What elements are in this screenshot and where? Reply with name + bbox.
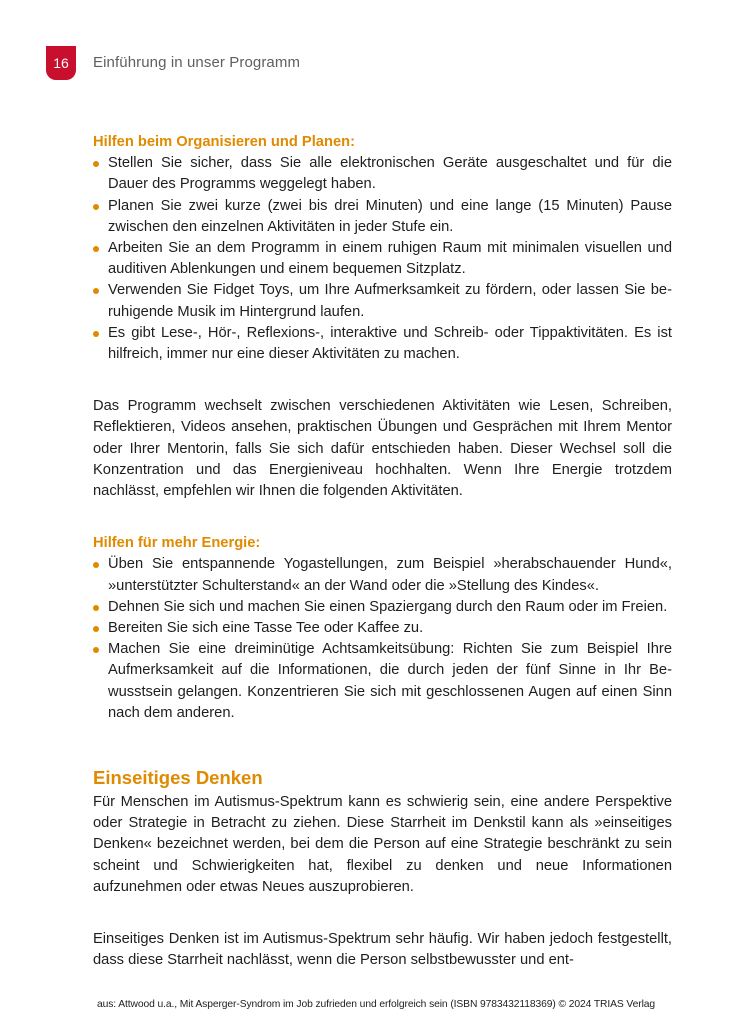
organize-list bbox=[93, 153, 672, 365]
energy-heading: Hilfen für mehr Energie: bbox=[93, 535, 261, 552]
list-item bbox=[93, 196, 672, 238]
list-item bbox=[93, 238, 672, 280]
bullet-dot-icon bbox=[93, 647, 99, 653]
bullet-dot-icon bbox=[93, 605, 99, 611]
bullet-dot-icon bbox=[93, 288, 99, 294]
bullet-dot-icon bbox=[93, 331, 99, 337]
section-paragraph-1: Für Menschen im Autismus-Spektrum kann es schwierig sein, eine andere Perspektive oder Strategie in Betracht zu ziehen. Diese Starrheit im Denkstil kann als »einseitiges Denken« bezeichnet werden, bei dem die Person auf eine Strategie beschränkt zu sein scheint und Schwierigkeiten hat, flexibel zu denken und neue Informationen aufzunehmen oder etwas Neues auszuprobieren. bbox=[93, 794, 672, 895]
list-item-text: Arbeiten Sie an dem Programm in einem ruhigen Raum mit minimalen visuellen und auditiven Ablenkungen und einem bequemen Sitzplatz. bbox=[108, 240, 672, 278]
list-item-text: Stellen Sie sicher, dass Sie alle elektronischen Geräte ausgeschaltet und für die Dauer des Programms weggelegt haben. bbox=[108, 155, 672, 193]
organize-heading: Hilfen beim Organisieren und Planen: bbox=[93, 134, 355, 150]
source-footer: aus: Attwood u.a., Mit Asperger-Syndrom im Job zufrieden und erfolgreich sein (ISBN 9783432118369) © 2024 TRIAS Verlag bbox=[96, 999, 656, 1010]
list-item bbox=[93, 153, 672, 195]
page-number: 16 bbox=[53, 55, 69, 71]
list-item bbox=[93, 554, 672, 596]
list-item-text: Dehnen Sie sich und machen Sie einen Spaziergang durch den Raum oder im Freien. bbox=[108, 598, 668, 615]
section-paragraph-2: Einseitiges Denken ist im Autismus-Spektrum sehr häufig. Wir haben jedoch festgestellt, dass diese Starrheit nachlässt, wenn die Person selbstbewusster und ent- bbox=[93, 931, 672, 969]
bullet-dot-icon bbox=[93, 562, 99, 568]
list-item-text: Machen Sie eine dreiminütige Achtsamkeitsübung: Richten Sie zum Beispiel Ihre Aufmerksamkeit auf die Informationen, die durch jeden der fünf Sinne in Ihr Bewusstsein gelangen. Konzentrieren Sie sich mit geschlossenen Augen auf einen Sinn nach dem anderen. bbox=[108, 641, 672, 721]
program-paragraph: Das Programm wechselt zwischen verschiedenen Aktivitäten wie Lesen, Schreiben, Reflektieren, Videos ansehen, praktischen Übungen und Gesprächen mit Ihrem Mentor oder Ihrer Mentorin, falls Sie sich dafür entschieden haben. Dieser Wechsel soll die Konzentration und das Energieniveau hochhalten. Wenn Ihre Energie trotzdem nachlässt, empfehlen wir Ihnen die folgenden Aktivitäten. bbox=[93, 398, 672, 500]
list-item-text: Verwenden Sie Fidget Toys, um Ihre Aufmerksamkeit zu fördern, oder lassen Sie beruhigende Musik im Hintergrund laufen. bbox=[108, 282, 672, 320]
list-item bbox=[93, 597, 672, 618]
page-content bbox=[93, 132, 672, 972]
bullet-dot-icon bbox=[93, 626, 99, 632]
list-item bbox=[93, 639, 672, 724]
energy-list bbox=[93, 554, 672, 724]
list-item-text: Planen Sie zwei kurze (zwei bis drei Minuten) und eine lange (15 Minuten) Pause zwischen den einzelnen Aktivitäten in jeder Stufe ein. bbox=[108, 197, 672, 235]
list-item bbox=[93, 280, 672, 322]
bullet-dot-icon bbox=[93, 204, 99, 210]
running-title: Einführung in unser Programm bbox=[93, 54, 301, 71]
list-item-text: Üben Sie entspannende Yogastellungen, zum Beispiel »herabschauender Hund«, »unterstützter Schulterstand« an der Wand oder die »Stellung des Kindes«. bbox=[108, 556, 672, 594]
section-title: Einseitiges Denken bbox=[93, 767, 263, 789]
page-number-tab bbox=[46, 46, 76, 80]
list-item-text: Es gibt Lese-, Hör-, Reflexions-, interaktive und Schreib- oder Tippaktivitäten. Es ist hilfreich, immer nur eine dieser Aktivitäten zu machen. bbox=[108, 324, 672, 363]
list-item bbox=[93, 323, 672, 365]
bullet-dot-icon bbox=[93, 246, 99, 252]
list-item bbox=[93, 618, 672, 639]
bullet-dot-icon bbox=[93, 161, 99, 167]
list-item-text: Bereiten Sie sich eine Tasse Tee oder Kaffee zu. bbox=[108, 620, 424, 637]
